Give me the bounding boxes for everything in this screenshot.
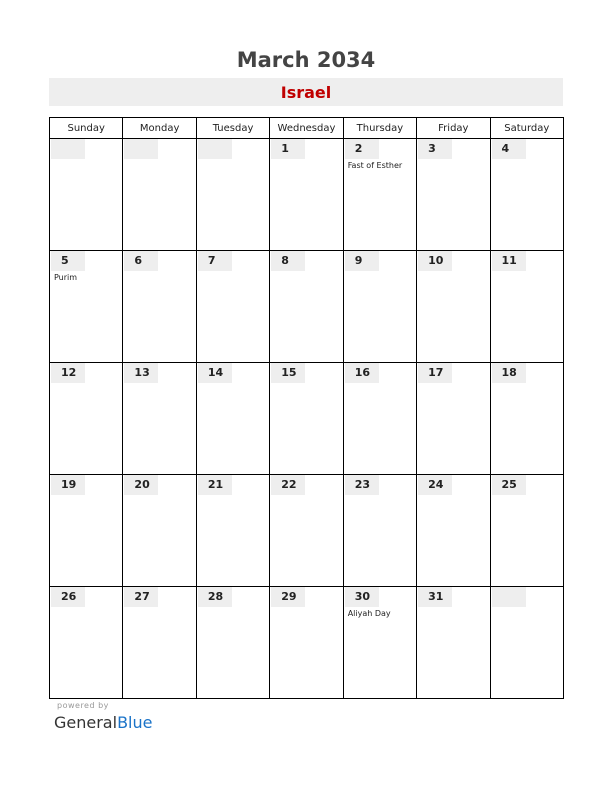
holiday-label: Purim xyxy=(54,273,78,282)
page-title: March 2034 xyxy=(236,48,376,72)
day-cell xyxy=(50,587,123,699)
day-cell xyxy=(490,139,563,251)
day-number: 23 xyxy=(345,475,379,495)
day-number: 3 xyxy=(418,139,452,159)
day-number: 7 xyxy=(198,251,232,271)
day-number: 29 xyxy=(271,587,305,607)
day-cell xyxy=(50,475,123,587)
day-cell xyxy=(123,139,196,251)
day-number: 4 xyxy=(492,139,526,159)
day-number: 6 xyxy=(124,251,158,271)
day-number: 30 xyxy=(345,587,379,607)
day-cell xyxy=(123,475,196,587)
weekday-saturday: Saturday xyxy=(490,118,563,139)
day-number: 12 xyxy=(51,363,85,383)
empty-day-label xyxy=(51,139,85,159)
day-number: 21 xyxy=(198,475,232,495)
day-cell xyxy=(270,475,343,587)
day-cell xyxy=(270,139,343,251)
weekday-sunday: Sunday xyxy=(50,118,123,139)
day-cell xyxy=(490,363,563,475)
day-cell xyxy=(417,139,490,251)
country-name: Israel xyxy=(280,83,332,102)
day-cell xyxy=(123,363,196,475)
day-number: 2 xyxy=(345,139,379,159)
day-number: 28 xyxy=(198,587,232,607)
calendar-week-row xyxy=(50,475,564,587)
calendar-grid xyxy=(49,117,564,699)
brand-logo xyxy=(54,713,152,732)
weekday-friday: Friday xyxy=(417,118,490,139)
day-number: 24 xyxy=(418,475,452,495)
weekday-monday: Monday xyxy=(123,118,196,139)
day-cell xyxy=(343,587,416,699)
day-cell xyxy=(270,251,343,363)
day-cell xyxy=(123,251,196,363)
day-cell xyxy=(417,587,490,699)
day-cell xyxy=(417,475,490,587)
day-cell xyxy=(343,251,416,363)
day-number: 15 xyxy=(271,363,305,383)
holiday-label: Aliyah Day xyxy=(347,609,391,618)
day-cell xyxy=(196,587,269,699)
day-cell xyxy=(50,139,123,251)
day-cell xyxy=(196,139,269,251)
day-cell xyxy=(343,139,416,251)
day-number: 19 xyxy=(51,475,85,495)
day-cell xyxy=(196,363,269,475)
calendar-week-row xyxy=(50,587,564,699)
day-number: 1 xyxy=(271,139,305,159)
empty-day-label xyxy=(492,587,526,607)
day-cell xyxy=(490,251,563,363)
day-number: 5 xyxy=(51,251,85,271)
country-banner xyxy=(49,78,563,106)
holiday-label: Fast of Esther xyxy=(347,161,403,170)
day-cell xyxy=(417,251,490,363)
day-number: 14 xyxy=(198,363,232,383)
day-cell xyxy=(123,587,196,699)
day-number: 13 xyxy=(124,363,158,383)
day-number: 22 xyxy=(271,475,305,495)
weekday-tuesday: Tuesday xyxy=(196,118,269,139)
day-number: 9 xyxy=(345,251,379,271)
day-number: 26 xyxy=(51,587,85,607)
day-number: 31 xyxy=(418,587,452,607)
weekday-wednesday: Wednesday xyxy=(270,118,343,139)
day-cell xyxy=(417,363,490,475)
calendar-week-row xyxy=(50,251,564,363)
day-number: 8 xyxy=(271,251,305,271)
day-number: 16 xyxy=(345,363,379,383)
day-number: 17 xyxy=(418,363,452,383)
day-cell xyxy=(343,475,416,587)
weekday-header-row xyxy=(50,118,564,139)
day-number: 10 xyxy=(418,251,452,271)
day-number: 27 xyxy=(124,587,158,607)
day-cell xyxy=(490,475,563,587)
brand-blue: Blue xyxy=(117,713,153,732)
empty-day-label xyxy=(124,139,158,159)
day-cell xyxy=(50,251,123,363)
calendar-week-row xyxy=(50,363,564,475)
day-cell xyxy=(196,251,269,363)
day-number: 11 xyxy=(492,251,526,271)
day-cell xyxy=(50,363,123,475)
day-cell xyxy=(196,475,269,587)
day-number: 20 xyxy=(124,475,158,495)
powered-by-label: powered by xyxy=(57,701,109,710)
day-cell xyxy=(270,587,343,699)
day-cell xyxy=(343,363,416,475)
day-number: 25 xyxy=(492,475,526,495)
day-number: 18 xyxy=(492,363,526,383)
brand-general: General xyxy=(54,713,118,732)
calendar-week-row xyxy=(50,139,564,251)
day-cell xyxy=(490,587,563,699)
empty-day-label xyxy=(198,139,232,159)
weekday-thursday: Thursday xyxy=(343,118,416,139)
day-cell xyxy=(270,363,343,475)
